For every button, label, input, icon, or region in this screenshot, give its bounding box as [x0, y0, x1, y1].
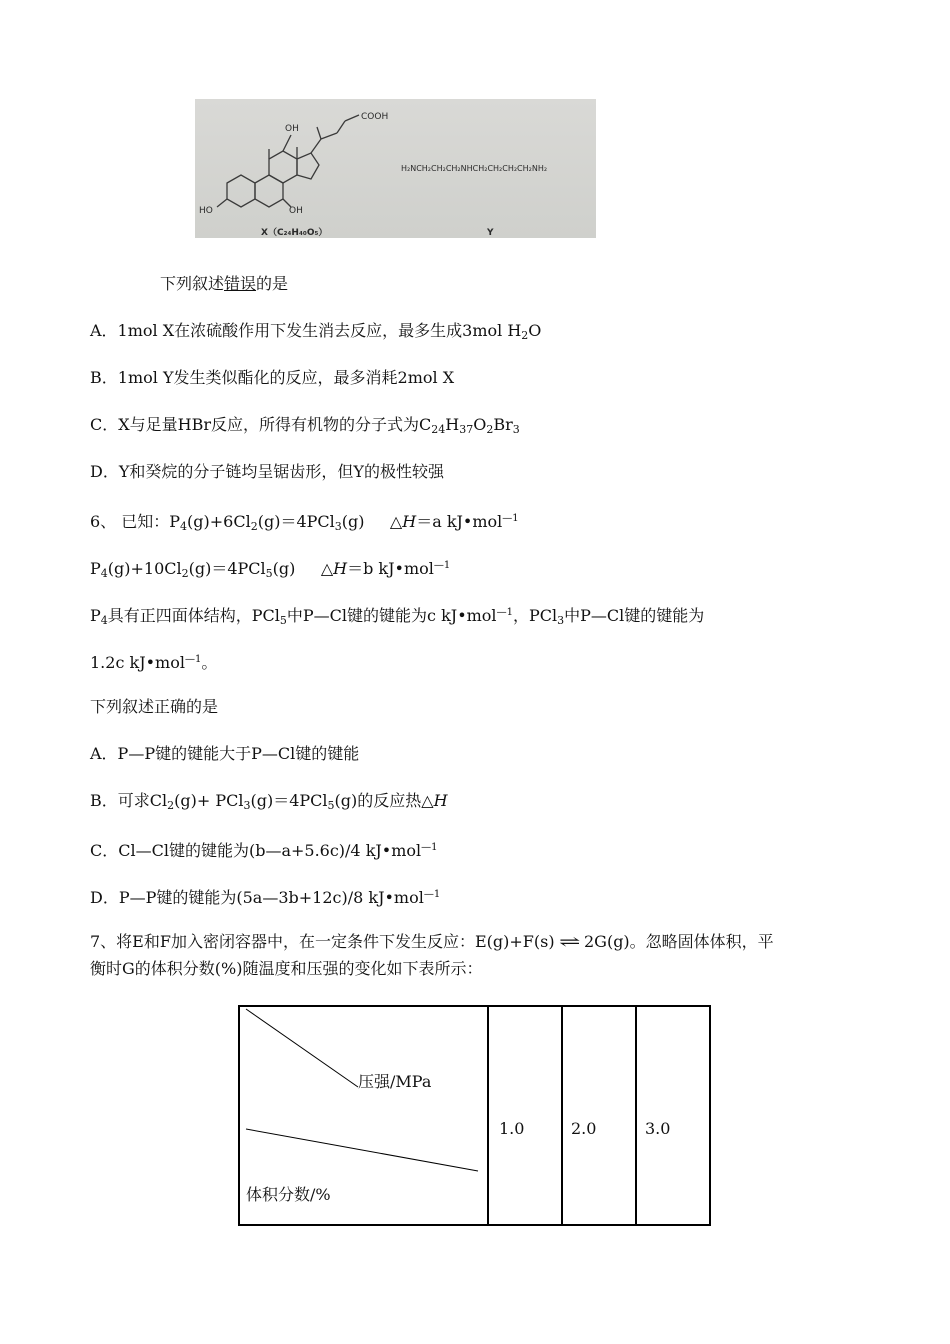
- structure-drawing: [195, 99, 596, 238]
- volume-fraction-header: 体积分数/%: [246, 1185, 331, 1204]
- oh-top-label: OH: [285, 124, 299, 134]
- pressure-column-3: [635, 1007, 709, 1224]
- q6-line-2: $P_4(g)+10Cl_2(g)=4PCl_5(g)$ △H＝b kJ•mol$^{—1}$: [90, 559, 451, 580]
- pressure-value: 1.0: [499, 1119, 525, 1138]
- x-compound-label: X（C₂₄H₄₀O₅）: [261, 228, 328, 238]
- q6-line-3: $P_4$具有正四面体结构，PCl$_5$中P—Cl键的键能为c kJ•mol$^{—1}$，PCl$_3$中P—Cl键的键能为: [90, 606, 705, 627]
- q7-line-2: 衡时G的体积分数(%)随温度和压强的变化如下表所示：: [90, 959, 483, 978]
- pressure-value: 3.0: [645, 1119, 671, 1138]
- data-table: [238, 1005, 711, 1226]
- q6-option-d: D．P—P键的键能为(5a—3b+12c)/8 kJ•mol$^{—1}$: [90, 888, 441, 907]
- cooh-label: COOH: [361, 112, 389, 122]
- q6-option-c: C．Cl—Cl键的键能为(b—a+5.6c)/4 kJ•mol$^{—1}$: [90, 841, 438, 860]
- q5-option-d: D．Y和癸烷的分子链均呈锯齿形，但Y的极性较强: [90, 462, 444, 481]
- equilibrium-arrow-icon: ⇌: [558, 932, 581, 951]
- pressure-column-1: [487, 1007, 561, 1224]
- q6-line-4: 1.2c kJ•mol$^{—1}$。: [90, 653, 218, 672]
- q5-option-c: C．X与足量HBr反应，所得有机物的分子式为$C_{24}H_{37}O_2Br_3$: [90, 415, 520, 436]
- q6-option-a: A．P—P键的键能大于P—Cl键的键能: [90, 744, 360, 763]
- pressure-header: 压强/MPa: [358, 1072, 432, 1091]
- q5-stem: 下列叙述错误的是: [160, 274, 289, 293]
- q6-stem: 下列叙述正确的是: [90, 697, 219, 716]
- q7-line-1: 7、将E和F加入密闭容器中，在一定条件下发生反应：E(g)+F(s) ⇌ 2G(g)。忽略固体体积，平: [90, 932, 774, 951]
- pressure-column-2: [561, 1007, 635, 1224]
- q6-option-b: B．可求$Cl_2(g)+ PCl_3(g)=4PCl_5(g)$的反应热△H: [90, 791, 448, 812]
- oh-right-label: OH: [289, 206, 303, 216]
- oh-left-label: HO: [199, 206, 213, 216]
- y-formula: H₂NCH₂CH₂CH₂NHCH₂CH₂CH₂CH₂NH₂: [401, 164, 548, 173]
- pressure-value: 2.0: [571, 1119, 597, 1138]
- q5-option-a: A．1mol X在浓硫酸作用下发生消去反应，最多生成3mol $H_2O$: [90, 321, 542, 342]
- q5-option-b: B．1mol Y发生类似酯化的反应，最多消耗2mol X: [90, 368, 455, 387]
- q6-line-1: 6、 已知：$P_4(g)+6Cl_2(g)=4PCl_3(g)$ △H＝a kJ•mol$^{—1}$: [90, 512, 519, 533]
- chemical-structure-figure: [195, 99, 596, 238]
- y-compound-label: Y: [487, 228, 494, 238]
